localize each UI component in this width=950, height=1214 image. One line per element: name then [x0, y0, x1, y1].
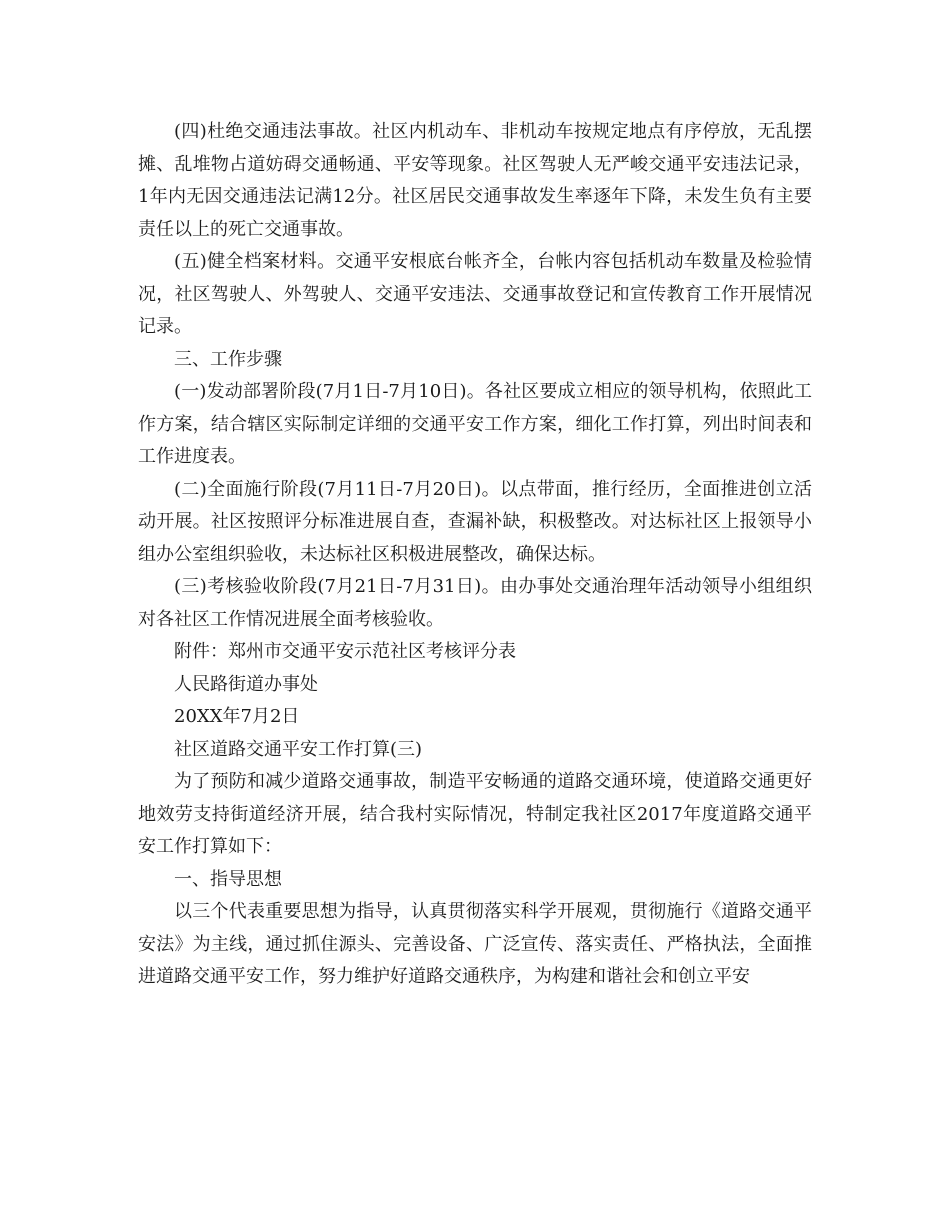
paragraph: 以三个代表重要思想为指导，认真贯彻落实科学开展观，贯彻施行《道路交通平安法》为主线，通过抓住源头、完善设备、广泛宣传、落实责任、严格执法，全面推进道路交通平安工作，努力维护好道路交通秩序，为构建和谐社会和创立平安 [138, 901, 812, 987]
paragraph: (一)发动部署阶段(7月1日-7月10日)。各社区要成立相应的领导机构，依照此工作方案，结合辖区实际制定详细的交通平安工作方案，细化工作打算，列出时间表和工作进度表。 [138, 381, 812, 467]
section-heading: 三、工作步骤 [174, 348, 282, 370]
attachment-line: 附件：郑州市交通平安示范社区考核评分表 [174, 641, 516, 662]
paragraph: (五)健全档案材料。交通平安根底台帐齐全，台帐内容包括机动车数量及检验情况，社区驾驶人、外驾驶人、交通平安违法、交通事故登记和宣传教育工作开展情况记录。 [138, 251, 812, 337]
paragraph: (二)全面施行阶段(7月11日-7月20日)。以点带面，推行经历，全面推进创立活动开展。社区按照评分标准进展自查，查漏补缺，积极整改。对达标社区上报领导小组办公室组织验收，未达标社区积极进展整改，确保达标。 [138, 478, 812, 565]
section-heading: 一、指导思想 [174, 868, 282, 890]
issue-date: 20XX年7月2日 [174, 706, 300, 727]
paragraph: (四)杜绝交通违法事故。社区内机动车、非机动车按规定地点有序停放，无乱摆摊、乱堆物占道妨碍交通畅通、平安等现象。社区驾驶人无严峻交通平安违法记录，1年内无因交通违法记满12分。社区居民交通事故发生率逐年下降，未发生负有主要责任以上的死亡交通事故。 [138, 121, 812, 240]
paragraph: (三)考核验收阶段(7月21日-7月31日)。由办事处交通治理年活动领导小组组织对各社区工作情况进展全面考核验收。 [138, 576, 812, 630]
paragraph: 为了预防和减少道路交通事故，制造平安畅通的道路交通环境，使道路交通更好地效劳支持街道经济开展，结合我村实际情况，特制定我社区2017年度道路交通平安工作打算如下： [138, 771, 812, 857]
issuer: 人民路街道办事处 [174, 673, 318, 695]
document-title: 社区道路交通平安工作打算(三) [174, 738, 423, 760]
